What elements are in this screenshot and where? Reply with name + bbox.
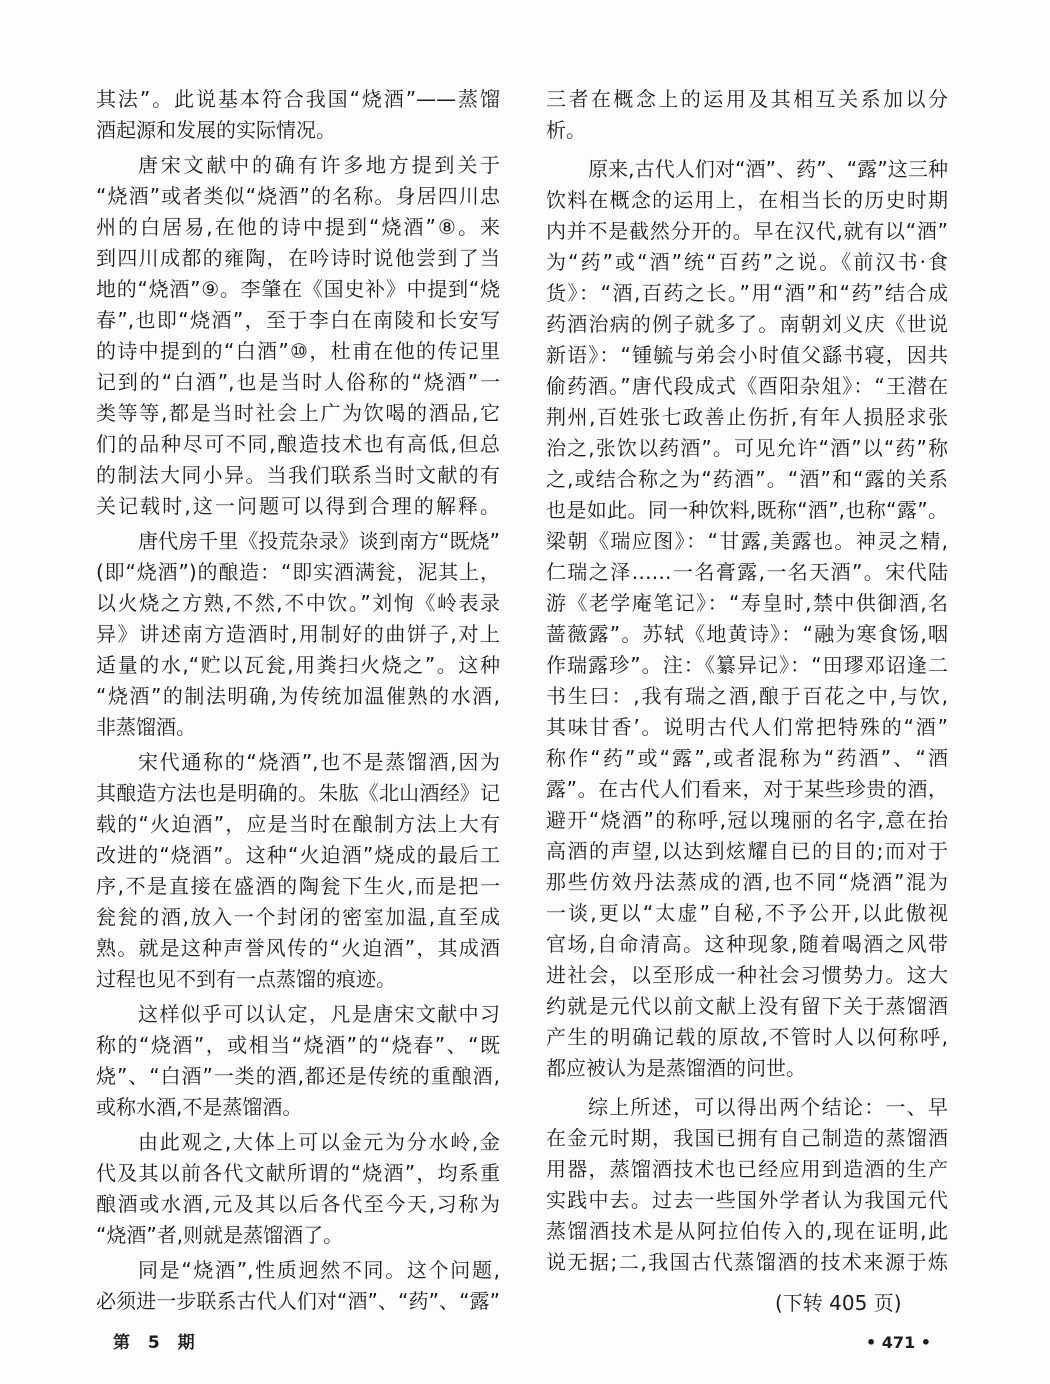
text-line: 或称水酒,不是蒸馏酒。: [96, 1095, 303, 1119]
text-line: 说无据;二,我国古代蒸馏酒的技术来源于炼: [546, 1250, 948, 1274]
text-line: 三者在概念上的运用及其相互关系加以分: [546, 87, 948, 111]
text-line: 都应被认为是蒸馏酒的问世。: [546, 1056, 806, 1080]
text-line: 书生曰：,我有瑞之酒,酿于百花之中,与饮,: [546, 684, 948, 708]
paragraph: [96, 84, 500, 146]
text-line: 析。: [546, 118, 586, 142]
text-line: 内并不是截然分开的。早在汉代,就有以“酒”: [546, 219, 948, 243]
text-line: 其法”。此说基本符合我国“烧酒”——蒸馏: [96, 87, 500, 111]
text-line: 酿酒或水酒,元及其以后各代至今天,习称为: [96, 1192, 500, 1216]
text-line: 春”,也即“烧酒”，至于李白在南陵和长安写: [96, 308, 500, 332]
text-line: 约就是元代以前文献上没有留下关于蒸馏酒: [546, 994, 948, 1018]
text-line: 梁朝《瑞应图》：“甘露,美露也。神灵之精,: [546, 529, 948, 553]
text-line: 用器，蒸馏酒技术也已经应用到造酒的生产: [546, 1157, 948, 1181]
text-line: 记到的“白酒”,也是当时人俗称的“烧酒”一: [96, 370, 500, 394]
right-column: [546, 84, 948, 1278]
text-line: 实践中去。过去一些国外学者认为我国元代: [546, 1188, 948, 1212]
text-line: 州的白居易,在他的诗中提到“烧酒”⑧。来: [96, 215, 500, 239]
text-line: 烧”、“白酒”一类的酒,都还是传统的重酿酒,: [96, 1064, 500, 1088]
text-line: 偷药酒。”唐代段成式《酉阳杂俎》：“王潜在: [546, 374, 948, 398]
page-number: • 471 •: [866, 1333, 931, 1352]
text-line: 熟。就是这种声誉风传的“火迫酒”，其成酒: [96, 936, 500, 960]
paragraph: [96, 150, 500, 522]
text-line: 露”。在古代人们看来，对于某些珍贵的酒，: [546, 777, 948, 801]
text-line: 们的品种尽可不同,酿造技术也有高低,但总: [96, 432, 500, 456]
text-line: 蔷薇露”。苏轼《地黄诗》：“融为寒食饧,咽: [546, 622, 948, 646]
text-line: 称作“药”或“露”,或者混称为“药酒”、“酒: [546, 746, 948, 770]
text-line: 进社会，以至形成一种社会习惯势力。这大: [546, 963, 948, 987]
text-line: 称的“烧酒”，或相当“烧酒”的“烧春”、“既: [96, 1033, 500, 1057]
text-line: 作瑞露珍”。注：《纂异记》：“田璆邓诏逢二: [546, 653, 948, 677]
text-line: 那些仿效丹法蒸成的酒,也不同“烧酒”混为: [546, 870, 948, 894]
text-line: 唐宋文献中的确有许多地方提到关于: [138, 153, 500, 177]
text-line: 其味甘香’。说明古代人们常把特殊的“酒”: [546, 715, 948, 739]
left-column: [96, 84, 500, 1317]
text-line: 这样似乎可以认定，凡是唐宋文献中习: [138, 1002, 500, 1026]
text-line: 同是“烧酒”,性质迥然不同。这个问题,: [138, 1258, 500, 1282]
text-line: 的诗中提到的“白酒”⑩，杜甫在他的传记里: [96, 339, 500, 363]
text-line: 序,不是直接在盛酒的陶瓮下生火,而是把一: [96, 874, 500, 898]
text-line: 必须进一步联系古代人们对“酒”、“药”、“露”: [96, 1289, 500, 1313]
paragraph: [546, 1092, 948, 1278]
text-line: 治之,张饮以药酒”。可见允许“酒”以“药”称: [546, 436, 948, 460]
continuation-note: (下转 405 页): [775, 1291, 902, 1315]
text-line: 货》：“酒,百药之长。”用“酒”和“药”结合成: [546, 281, 948, 305]
text-line: 的制法大同小异。当我们联系当时文献的有: [96, 463, 500, 487]
text-line: 在金元时期，我国已拥有自己制造的蒸馏酒: [546, 1126, 948, 1150]
text-line: 载的“火迫酒”，应是当时在酿制方法上大有: [96, 812, 500, 836]
text-line: 地的“烧酒”⑨。李肇在《国史补》中提到“烧: [96, 277, 500, 301]
text-line: 新语》：“锺毓与弟会小时值父繇书寝，因共: [546, 343, 948, 367]
text-line: “烧酒”者,则就是蒸馏酒了。: [96, 1223, 344, 1247]
text-line: 唐代房千里《投荒杂录》谈到南方“既烧”: [138, 529, 500, 553]
text-line: 代及其以前各代文献所谓的“烧酒”，均系重: [96, 1161, 500, 1185]
text-line: 产生的明确记载的原故,不管时人以何称呼,: [546, 1025, 948, 1049]
text-line: 改进的“烧酒”。这种“火迫酒”烧成的最后工: [96, 843, 500, 867]
issue-number: 第 5 期: [113, 1333, 201, 1353]
text-line: 荆州,百姓张七政善止伤折,有年人损胫求张: [546, 405, 948, 429]
text-line: 药酒治病的例子就多了。南朝刘义庆《世说: [546, 312, 948, 336]
text-line: 官场,自命清高。这种现象,随着喝酒之风带: [546, 932, 948, 956]
text-line: 瓮瓮的酒,放入一个封闭的密室加温,直至成: [96, 905, 500, 929]
paragraph: [96, 1255, 500, 1317]
text-line: 类等等,都是当时社会上广为饮喝的酒品,它: [96, 401, 500, 425]
text-line: “烧酒”或者类似“烧酒”的名称。身居四川忠: [96, 184, 500, 208]
paragraph: [96, 747, 500, 995]
text-line: 由此观之,大体上可以金元为分水岭,金: [138, 1130, 500, 1154]
text-line: 游《老学庵笔记》：“寿皇时,禁中供御酒,名: [546, 591, 948, 615]
text-line: 宋代通称的“烧酒”,也不是蒸馏酒,因为: [138, 750, 500, 774]
text-line: 避开“烧酒”的称呼,冠以瑰丽的名字,意在抬: [546, 808, 948, 832]
text-line: 关记载时,这一问题可以得到合理的解释。: [96, 494, 500, 518]
text-line: 高酒的声望,以达到炫耀自已的目的;而对于: [546, 839, 948, 863]
text-line: 以火烧之方熟,不然,不中饮。”刘恂《岭表录: [96, 591, 500, 615]
paragraph: [96, 999, 500, 1123]
text-line: 非蒸馏酒。: [96, 715, 196, 739]
text-line: 异》讲述南方造酒时,用制好的曲饼子,对上: [96, 622, 500, 646]
text-line: 过程也见不到有一点蒸馏的痕迹。: [96, 967, 396, 991]
text-line: “烧酒”的制法明确,为传统加温催熟的水酒,: [96, 684, 500, 708]
text-line: 到四川成都的雍陶，在吟诗时说他尝到了当: [96, 246, 500, 270]
text-line: 饮料在概念的运用上，在相当长的历史时期: [546, 188, 948, 212]
text-line: 综上所述，可以得出两个结论：一、早: [588, 1095, 948, 1119]
text-line: 一谈,更以“太虚”自秘,不予公开,以此傲视: [546, 901, 948, 925]
text-line: 蒸馏酒技术是从阿拉伯传入的,现在证明,此: [546, 1219, 948, 1243]
text-line: 为“药”或“酒”统“百药”之说。《前汉书·食: [546, 250, 948, 274]
text-line: 其酿造方法也是明确的。朱肱《北山酒经》记: [96, 781, 500, 805]
text-line: 仁瑞之泽……一名膏露,一名天酒”。宋代陆: [546, 560, 948, 584]
paragraph: [546, 84, 948, 146]
text-line: (即“烧酒”)的酿造：“即实酒满瓮，泥其上，: [96, 560, 500, 584]
paragraph: [96, 1127, 500, 1251]
text-line: 酒起源和发展的实际情况。: [96, 118, 336, 142]
text-line: 也是如此。同一种饮料,既称“酒”,也称“露”。: [546, 498, 948, 522]
paragraph: [546, 154, 948, 1084]
text-line: 之,或结合称之为“药酒”。“酒”和“露的关系: [546, 467, 948, 491]
text-line: 适量的水,“贮以瓦瓮,用粪扫火烧之”。这种: [96, 653, 500, 677]
text-line: 原来,古代人们对“酒”、药”、“露”这三种: [588, 157, 948, 181]
paragraph: [96, 526, 500, 743]
